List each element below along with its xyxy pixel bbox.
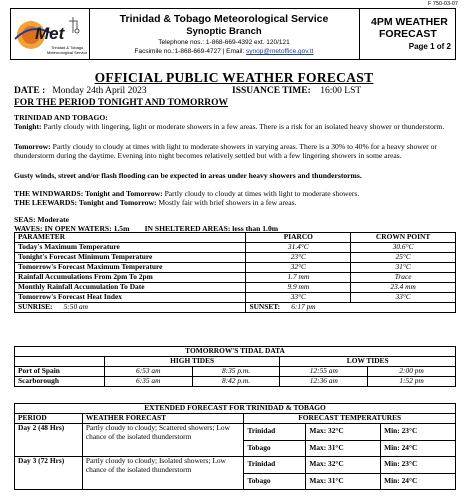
tonight-text: Partly cloudy with lingering, light or moderate showers in a few areas. There is a risk for an isolated heavy shower or thunderstorm. [41,122,445,131]
tide-title-row [15,347,456,357]
param-value: 9.9 mm [246,283,351,293]
extended-title: EXTENDED FORECAST FOR TRINIDAD & TOBAGO [15,404,456,414]
date-value: Monday 24th April 2023 [52,86,147,96]
tide-time: 12:36 am [280,377,368,387]
param-value: 23.4 mm [351,283,456,293]
extended-forecast-table [14,403,456,490]
table-row [15,367,456,377]
ext-min: Min: 24°C [381,473,456,490]
param-name: Today's Maximum Temperature [15,243,246,253]
param-name: Tonight's Forecast Minimum Temperature [15,253,246,263]
ext-period: Day 3 (72 Hrs) [15,457,83,490]
tide-blank [15,357,105,367]
tomorrow-label: Tomorrow: [14,142,51,151]
param-name: Tomorrow's Forecast Heat Index [15,293,246,303]
page-title: OFFICIAL PUBLIC WEATHER FORECAST [94,70,374,85]
logo-cell [11,9,90,59]
table-row [15,457,456,474]
param-name: Rainfall Accumulations From 2pm To 2pm [15,273,246,283]
org-facsimile [89,48,359,55]
windwards-label: THE WINDWARDS: Tonight and Tomorrow: [14,189,163,198]
ext-min: Min: 23°C [381,424,456,441]
ext-max: Max: 32°C [306,457,381,474]
param-value: 31.4°C [246,243,351,253]
period-heading: FOR THE PERIOD TONIGHT AND TOMORROW [14,98,229,108]
tide-time: 12:55 am [280,367,368,377]
table-row [15,424,456,441]
ext-max: Max: 31°C [306,440,381,457]
ext-min: Min: 24°C [381,440,456,457]
forecast-title-cell [359,9,455,59]
param-value: 31°C [351,263,456,273]
column-header: CROWN POINT [351,233,456,243]
tide-time: 8:42 p.m. [192,377,280,387]
leewards-label: THE LEEWARDS: Tonight and Tomorrow: [14,198,157,207]
ext-max: Max: 32°C [306,424,381,441]
sunset-value: 6:17 pm [291,302,316,312]
param-name: Monthly Rainfall Accumulation To Date [15,283,246,293]
param-value: 32°C [246,263,351,273]
column-header: PERIOD [15,414,83,424]
tide-time: 8:35 p.m. [192,367,280,377]
seas-state: SEAS: Moderate [14,215,70,224]
sunrise-cell [15,303,246,313]
date-label: DATE : [14,86,46,96]
table-row [15,243,456,253]
fax-text: Facsimile no.:1-868-669-4727 | Email: [134,48,247,55]
header-box [10,8,456,60]
tide-time: 1:52 pm [368,377,456,387]
tomorrow-paragraph [14,142,454,160]
tide-location: Port of Spain [15,367,105,377]
low-tides-header: LOW TIDES [280,357,456,367]
org-branch: Synoptic Branch [186,26,262,37]
tt-heading: TRINIDAD AND TOBAGO: [14,113,108,122]
tide-title: TOMORROW'S TIDAL DATA [15,347,456,357]
tide-subheader-row [15,357,456,367]
table-header-row [15,414,456,424]
ext-title-row [15,404,456,414]
tomorrow-text: Partly cloudy to cloudy at times with light to moderate showers in varying areas. There is a 30% to 40% for a heavy shower or thunderstorm during the daytime. Evening into night becomes relatively settled but with a few lingering showers in some areas. [14,142,437,161]
column-header: FORECAST TEMPERATURES [244,414,456,424]
tidal-table [14,346,456,387]
issuance-row [232,86,361,96]
ext-period: Day 2 (48 Hrs) [15,424,83,457]
ext-location: Tobago [244,440,306,457]
table-row [15,273,456,283]
leewards-paragraph [14,198,454,207]
table-row [15,377,456,387]
waves-open: WAVES: IN OPEN WATERS: 1.5m [14,224,130,233]
sun-row [15,303,456,313]
page-label: Page 1 of 2 [408,42,451,51]
met-logo [11,9,87,59]
ext-location: Trinidad [244,424,306,441]
param-value: 30.6°C [351,243,456,253]
windwards-paragraph [14,189,454,198]
sunrise-value: 5:50 am [63,302,89,312]
logo-sub2: Meteorological Service [47,50,87,55]
forecast-title-line2: FORECAST [379,28,437,40]
ext-forecast: Partly cloudy to cloudy; Scattered showers; Low chance of the isolated thunderstorm [82,424,244,457]
sunset-cell [246,303,456,313]
param-value: Trace [351,273,456,283]
table-header-row [15,233,456,243]
logo-text: Met [35,24,65,43]
tide-time: 6:53 am [104,367,192,377]
column-header: WEATHER FORECAST [82,414,244,424]
org-telephone: Telephone nos.: 1-868-669-4392 ext. 120/121 [158,39,290,46]
windwards-text: Partly cloudy to cloudy at times with light to moderate showers. [162,189,360,198]
issuance-label: ISSUANCE TIME: [232,86,311,96]
org-name: Trinidad & Tobago Meteorological Service [119,13,329,25]
leewards-text: Mostly fair with brief showers in a few areas. [156,198,297,207]
sunset-label: SUNSET: [249,302,281,312]
table-row [15,253,456,263]
param-name: Tomorrow's Forecast Maximum Temperature [15,263,246,273]
column-header: PARAMETER [15,233,246,243]
ext-location: Trinidad [244,457,306,474]
forecast-title-line1: 4PM WEATHER [371,16,448,28]
org-cell [89,9,360,59]
column-header: PIARCO [246,233,351,243]
email-link[interactable]: synop@metoffice.gov.tt [246,48,314,55]
sunrise-label: SUNRISE: [18,302,53,312]
ext-max: Max: 31°C [306,473,381,490]
ext-forecast: Partly cloudy to cloudy; Isolated showers; Low chance of the isolated thunderstorm [82,457,244,490]
tonight-label: Tonight: [14,122,42,131]
tide-time: 6:35 am [104,377,192,387]
param-value: 33°C [246,293,351,303]
tide-location: Scarborough [15,377,105,387]
param-value: 1.7 mm [246,273,351,283]
waves-sheltered: IN SHELTERED AREAS: less than 1.0m [144,224,279,233]
table-row [15,293,456,303]
issuance-value: 16:00 LST [320,86,362,96]
high-tides-header: HIGH TIDES [104,357,280,367]
param-value: 23°C [246,253,351,263]
ext-min: Min: 23°C [381,457,456,474]
tonight-paragraph [14,122,454,131]
gusts-warning: Gusty winds, street and/or flash flooding can be expected in areas under heavy showers and thunderstorms. [14,171,362,180]
ext-location: Tobago [244,473,306,490]
param-value: 25°C [351,253,456,263]
table-row [15,263,456,273]
form-number: F 750-03-07 [428,1,458,7]
tide-time: 2:00 pm [368,367,456,377]
parameters-table [14,232,456,313]
logo-sub1: Trinidad & Tobago [51,45,84,50]
param-value: 33°C [351,293,456,303]
date-row [14,86,147,96]
table-row [15,283,456,293]
